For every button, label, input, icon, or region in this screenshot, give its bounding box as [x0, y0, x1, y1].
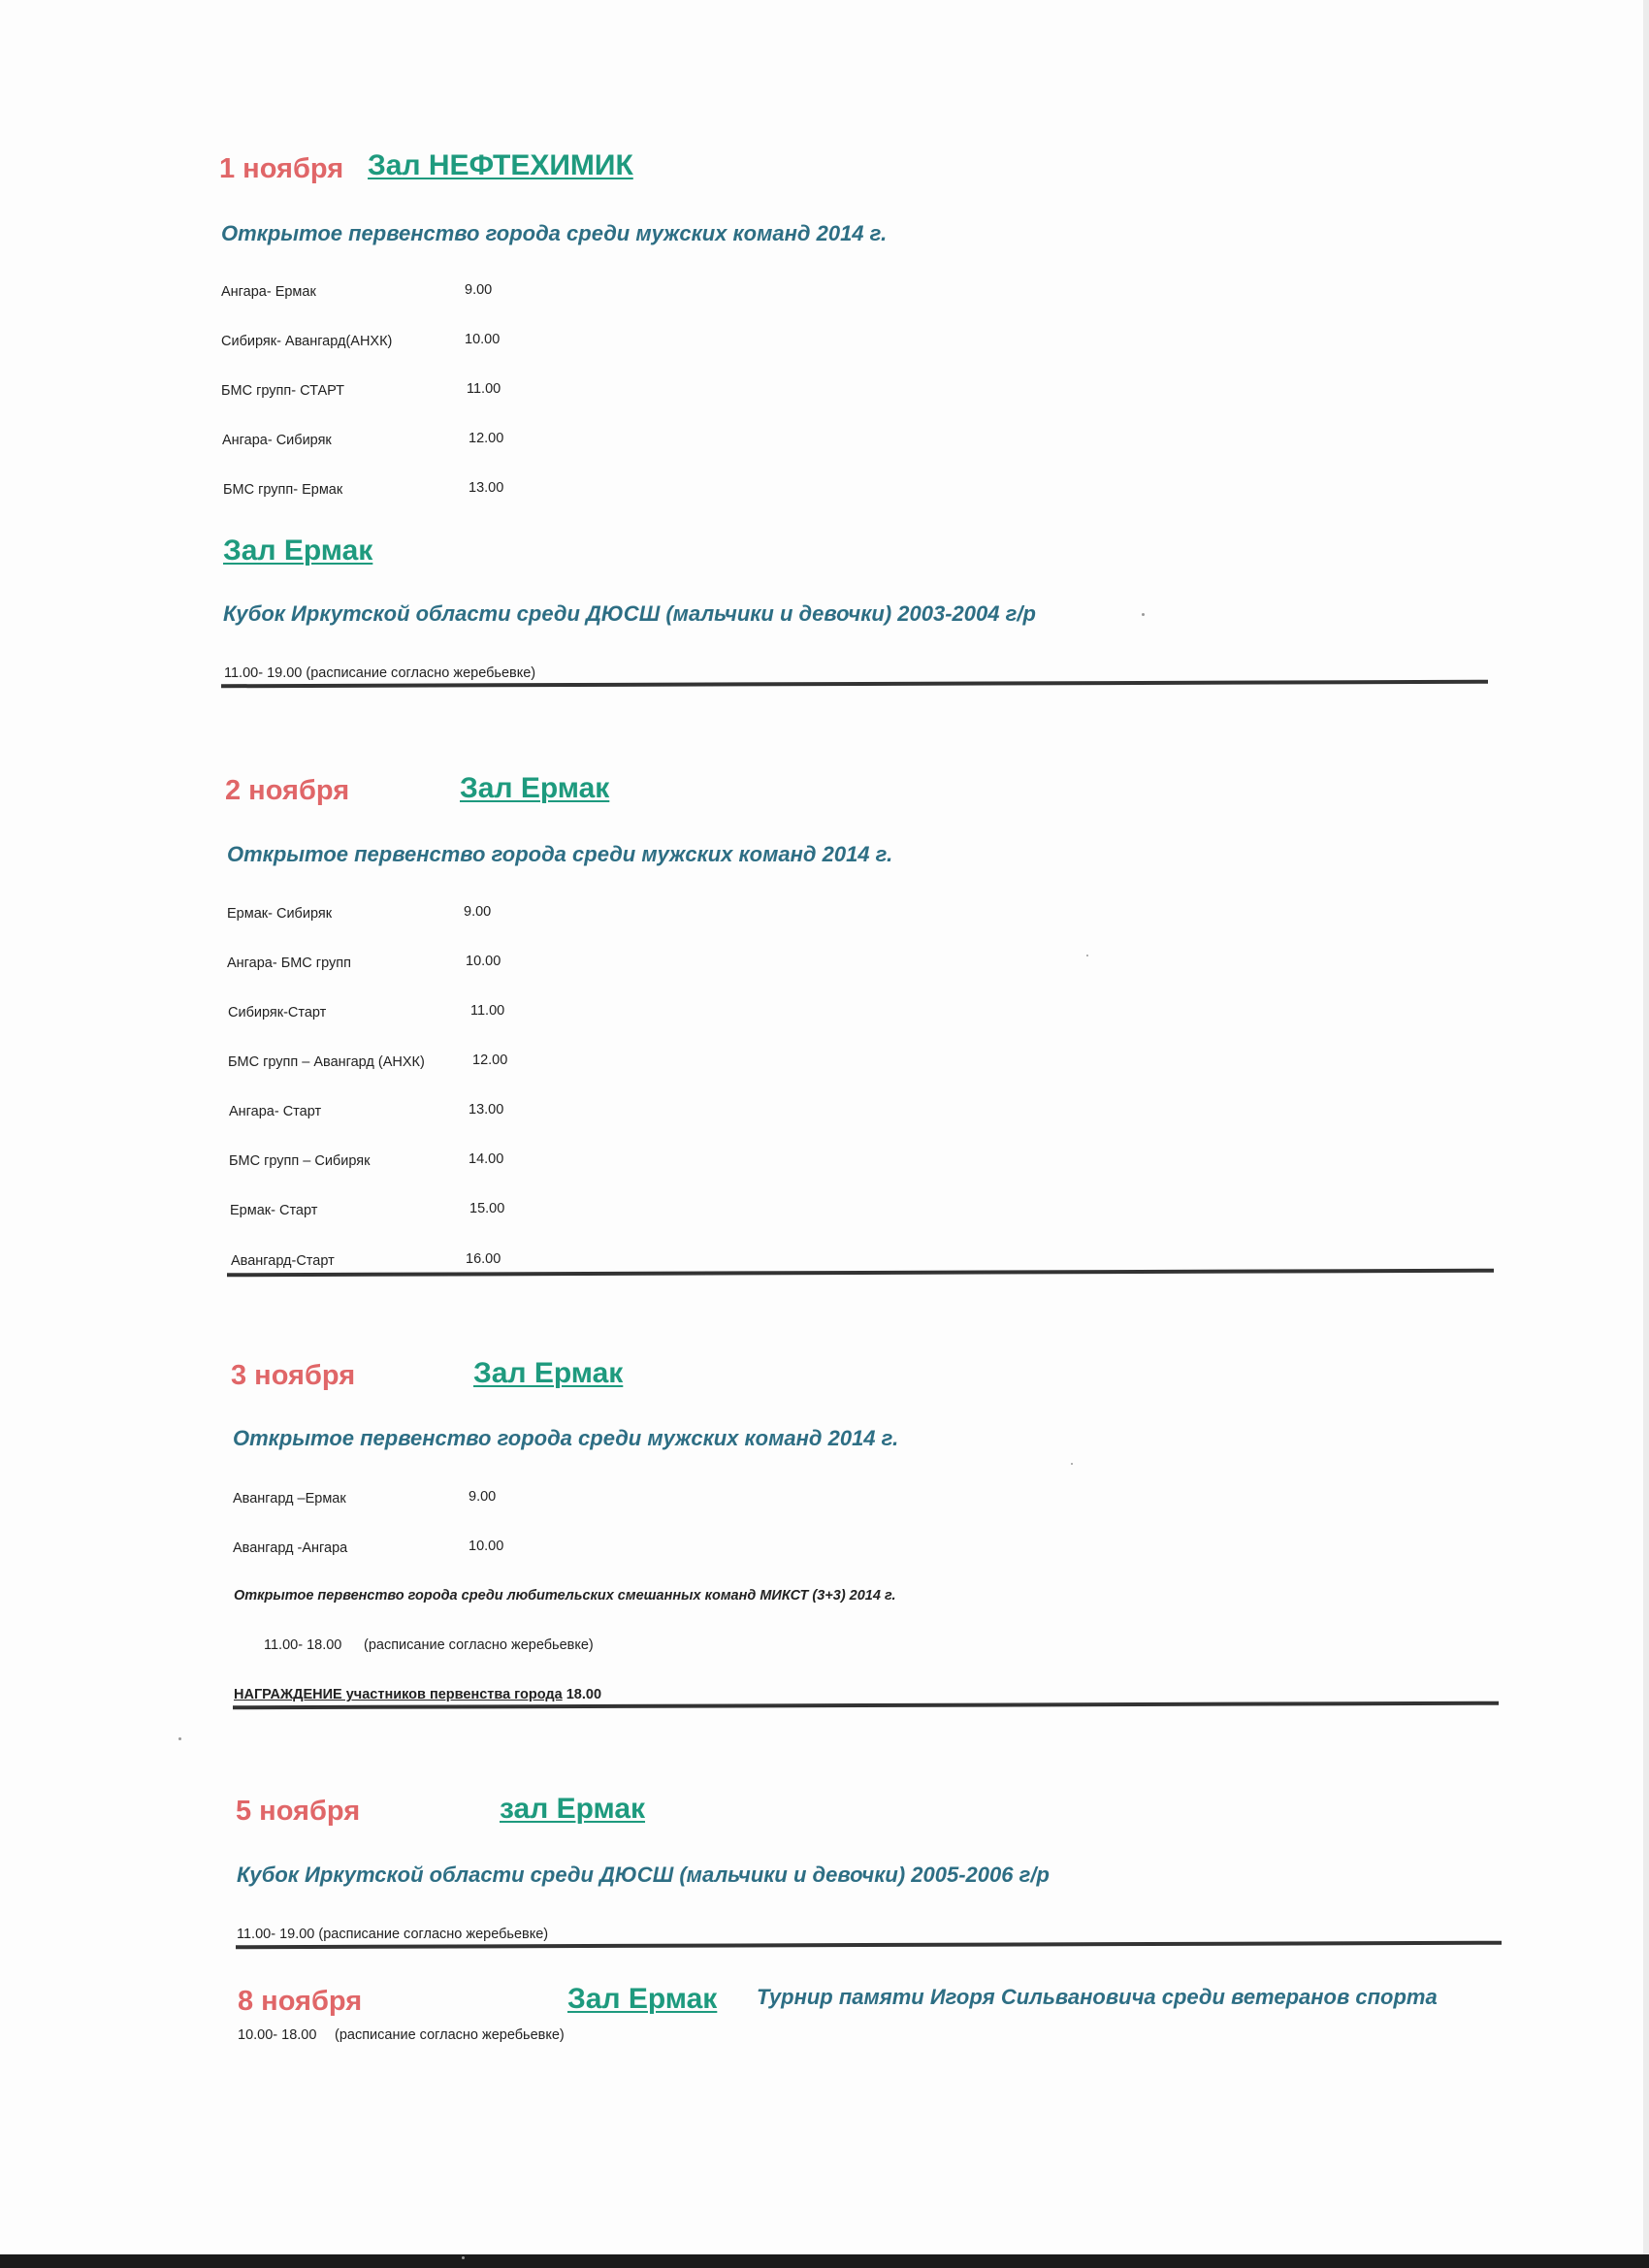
- day3-match-teams: Авангард –Ермак: [233, 1491, 346, 1507]
- day1-date: 1 ноября: [219, 153, 344, 184]
- scan-speck: [1142, 613, 1145, 616]
- day8-date: 8 ноября: [238, 1986, 363, 2017]
- section-divider: [227, 1269, 1494, 1278]
- day3-date: 3 ноября: [231, 1360, 356, 1391]
- day8-note-text: (расписание согласно жеребьевке): [335, 2027, 565, 2043]
- scan-speck: [462, 2256, 465, 2259]
- scan-speck: [178, 1737, 181, 1740]
- day3-award: [234, 1687, 601, 1702]
- day2-match-time: 14.00: [469, 1151, 504, 1167]
- day5-date: 5 ноября: [236, 1796, 361, 1827]
- day3-award-label: НАГРАЖДЕНИЕ участников первенства города: [234, 1687, 563, 1702]
- day2-match-teams: БМС групп – Сибиряк: [229, 1153, 371, 1169]
- day2-match-teams: Сибиряк-Старт: [228, 1005, 327, 1021]
- day1-subtitle: Открытое первенство города среди мужских команд 2014 г.: [221, 221, 888, 245]
- day5-subtitle: Кубок Иркутской области среди ДЮСШ (мальчики и девочки) 2005-2006 г/р: [237, 1863, 1050, 1887]
- day3-match-time: 9.00: [469, 1489, 497, 1505]
- day2-date: 2 ноября: [225, 775, 350, 806]
- day1-match-teams: БМС групп- Ермак: [223, 482, 343, 498]
- day1-match-time: 9.00: [465, 282, 493, 298]
- day2-match-time: 10.00: [466, 954, 501, 969]
- scan-edge-right: [1643, 0, 1649, 2268]
- day3-note-text: (расписание согласно жеребьевке): [364, 1637, 594, 1653]
- section-divider: [221, 680, 1488, 689]
- day1-hall-2: Зал Ермак: [223, 535, 373, 567]
- day2-match-time: 12.00: [472, 1053, 508, 1068]
- day1-match-teams: БМС групп- СТАРТ: [221, 383, 345, 399]
- day3-match-teams: Авангард -Ангара: [233, 1540, 348, 1556]
- day3-award-time: 18.00: [566, 1687, 602, 1702]
- day5-note: 11.00- 19.00 (расписание согласно жеребьевке): [237, 1927, 549, 1942]
- day1-note: 11.00- 19.00 (расписание согласно жеребьевке): [224, 665, 536, 681]
- day2-match-teams: Ангара- Старт: [229, 1104, 322, 1119]
- day3-note-time: 11.00- 18.00: [264, 1637, 342, 1653]
- day1-match-teams: Ангара- Сибиряк: [222, 433, 332, 448]
- day2-match-time: 15.00: [469, 1201, 505, 1216]
- section-divider: [233, 1701, 1499, 1710]
- day1-match-time: 11.00: [467, 381, 501, 397]
- day1-match-time: 12.00: [469, 431, 504, 446]
- day2-match-teams: Авангард-Старт: [231, 1253, 335, 1269]
- scan-speck: [1071, 1463, 1073, 1465]
- day2-match-time: 13.00: [469, 1102, 504, 1118]
- section-divider: [236, 1941, 1502, 1950]
- day2-match-teams: Ермак- Сибиряк: [227, 906, 333, 922]
- day1-match-teams: Сибиряк- Авангард(АНХК): [221, 334, 393, 349]
- day3-subtitle: Открытое первенство города среди мужских команд 2014 г.: [233, 1426, 899, 1450]
- day8-hall: Зал Ермак: [567, 1983, 718, 2015]
- day2-match-teams: Ангара- БМС групп: [227, 956, 351, 971]
- day2-match-teams: БМС групп – Авангард (АНХК): [228, 1054, 425, 1070]
- day1-subtitle-2: Кубок Иркутской области среди ДЮСШ (мальчики и девочки) 2003-2004 г/р: [223, 601, 1036, 626]
- day8-note-time: 10.00- 18.00: [238, 2027, 317, 2043]
- day2-subtitle: Открытое первенство города среди мужских команд 2014 г.: [227, 842, 893, 866]
- day2-match-teams: Ермак- Старт: [230, 1203, 318, 1218]
- day1-match-time: 13.00: [469, 480, 504, 496]
- day2-match-time: 16.00: [466, 1251, 501, 1267]
- day8-subtitle: Турнир памяти Игоря Сильвановича среди ветеранов спорта: [757, 1985, 1438, 2009]
- scan-edge-bottom: [0, 2254, 1649, 2268]
- day3-match-time: 10.00: [469, 1539, 504, 1554]
- day1-hall: Зал НЕФТЕХИМИК: [368, 149, 633, 181]
- day2-hall: Зал Ермак: [460, 772, 610, 804]
- day3-hall: Зал Ермак: [473, 1357, 624, 1389]
- day5-hall: зал Ермак: [500, 1793, 646, 1825]
- day2-match-time: 11.00: [470, 1003, 505, 1019]
- day1-match-time: 10.00: [465, 332, 501, 347]
- day1-match-teams: Ангара- Ермак: [221, 284, 316, 300]
- scan-speck: [1086, 955, 1088, 956]
- day3-subtitle-2: Открытое первенство города среди любительских смешанных команд МИКСТ (3+3) 2014 г.: [234, 1588, 896, 1604]
- day2-match-time: 9.00: [464, 904, 492, 920]
